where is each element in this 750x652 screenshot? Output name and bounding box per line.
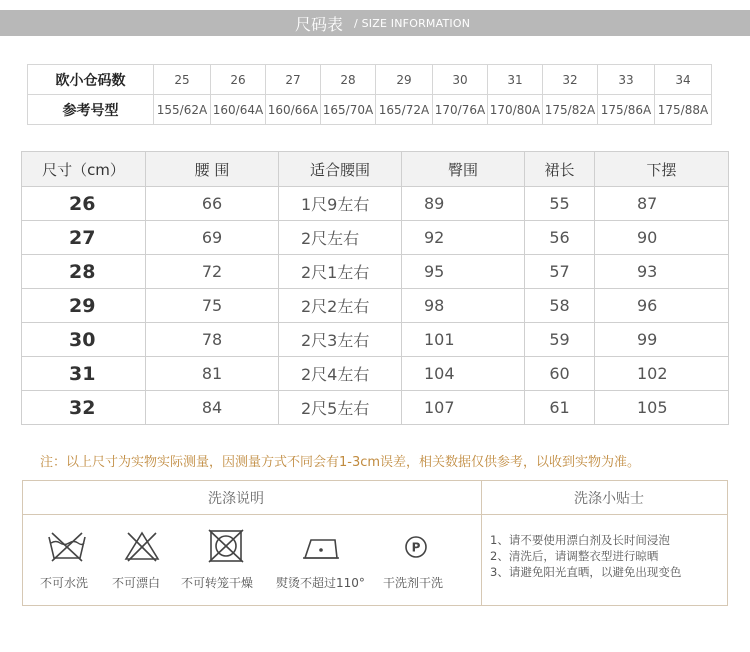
iron-label: 熨烫不超过110° xyxy=(276,576,365,590)
dry-clean-glyph: P xyxy=(411,540,421,555)
size-cell: 32 xyxy=(22,391,146,425)
length-cell: 61 xyxy=(525,391,595,425)
table-header-row xyxy=(22,152,729,187)
list-item: 2、清洗后，请调整衣型进行晾晒 xyxy=(490,549,659,563)
wash-instructions-title: 洗涤说明 xyxy=(208,491,264,507)
length-cell: 58 xyxy=(525,289,595,323)
euro-size-cell: 34 xyxy=(655,65,712,95)
table-row xyxy=(22,221,729,255)
reference-size-cell: 160/66A xyxy=(266,95,321,125)
euro-size-row xyxy=(28,65,712,95)
no-bleach-icon xyxy=(120,529,164,563)
waist-cell: 66 xyxy=(146,187,279,221)
reference-size-row xyxy=(28,95,712,125)
measurement-note: 注：以上尺寸为实物实际测量，因测量方式不同会有1-3cm误差，相关数据仅供参考，以收到实物为准。 xyxy=(40,455,641,470)
iron-icon xyxy=(299,529,343,563)
wash-instructions-box xyxy=(22,480,728,606)
table-row xyxy=(22,255,729,289)
no-tumble-dry-icon xyxy=(204,529,248,563)
header-hem: 下摆 xyxy=(595,152,729,187)
no-wash-icon xyxy=(45,529,89,563)
waist-cell: 69 xyxy=(146,221,279,255)
hem-cell: 105 xyxy=(595,391,729,425)
size-cell: 31 xyxy=(22,357,146,391)
size-measurement-table xyxy=(21,151,729,425)
hem-cell: 87 xyxy=(595,187,729,221)
euro-size-cell: 25 xyxy=(154,65,211,95)
header-waist: 腰 围 xyxy=(146,152,279,187)
size-cell: 29 xyxy=(22,289,146,323)
fit-waist-cell: 1尺9左右 xyxy=(279,187,402,221)
no-wash-label: 不可水洗 xyxy=(40,576,89,590)
fit-waist-cell: 2尺2左右 xyxy=(279,289,402,323)
length-cell: 55 xyxy=(525,187,595,221)
length-cell: 60 xyxy=(525,357,595,391)
page-subtitle: / SIZE INFORMATION xyxy=(354,17,471,30)
wash-tips-title: 洗涤小贴士 xyxy=(574,491,644,507)
fit-waist-cell: 2尺4左右 xyxy=(279,357,402,391)
euro-size-cell: 29 xyxy=(376,65,433,95)
euro-size-cell: 32 xyxy=(543,65,598,95)
list-item: 3、请避免阳光直晒，以避免出现变色 xyxy=(490,565,682,579)
waist-cell: 84 xyxy=(146,391,279,425)
waist-cell: 81 xyxy=(146,357,279,391)
hip-cell: 101 xyxy=(402,323,525,357)
reference-size-cell: 170/76A xyxy=(433,95,488,125)
size-cell: 26 xyxy=(22,187,146,221)
hip-cell: 92 xyxy=(402,221,525,255)
reference-size-cell: 155/62A xyxy=(154,95,211,125)
hip-cell: 95 xyxy=(402,255,525,289)
reference-size-cell: 175/82A xyxy=(543,95,598,125)
reference-size-cell: 165/72A xyxy=(376,95,433,125)
page-title: 尺码表 xyxy=(295,15,344,34)
dry-clean-p-icon xyxy=(394,529,438,563)
divider xyxy=(481,481,482,605)
table-row xyxy=(22,289,729,323)
size-cell: 30 xyxy=(22,323,146,357)
size-cell: 28 xyxy=(22,255,146,289)
no-bleach-label: 不可漂白 xyxy=(112,576,161,590)
reference-size-cell: 170/80A xyxy=(488,95,543,125)
waist-cell: 75 xyxy=(146,289,279,323)
hem-cell: 90 xyxy=(595,221,729,255)
hip-cell: 107 xyxy=(402,391,525,425)
euro-size-cell: 28 xyxy=(321,65,376,95)
dry-clean-label: 干洗剂干洗 xyxy=(383,576,444,590)
reference-size-cell: 165/70A xyxy=(321,95,376,125)
euro-size-cell: 33 xyxy=(598,65,655,95)
euro-size-cell: 31 xyxy=(488,65,543,95)
length-cell: 56 xyxy=(525,221,595,255)
length-cell: 57 xyxy=(525,255,595,289)
reference-size-cell: 175/88A xyxy=(655,95,712,125)
euro-size-table xyxy=(27,64,712,125)
hem-cell: 102 xyxy=(595,357,729,391)
table-row xyxy=(22,391,729,425)
header-hip: 臀围 xyxy=(402,152,525,187)
hem-cell: 99 xyxy=(595,323,729,357)
fit-waist-cell: 2尺5左右 xyxy=(279,391,402,425)
hem-cell: 96 xyxy=(595,289,729,323)
size-cell: 27 xyxy=(22,221,146,255)
length-cell: 59 xyxy=(525,323,595,357)
list-item: 1、请不要使用漂白剂及长时间浸泡 xyxy=(490,533,670,547)
hip-cell: 104 xyxy=(402,357,525,391)
euro-size-label: 欧小仓码数 xyxy=(28,65,154,95)
euro-size-cell: 30 xyxy=(433,65,488,95)
table-row xyxy=(22,323,729,357)
hem-cell: 93 xyxy=(595,255,729,289)
fit-waist-cell: 2尺1左右 xyxy=(279,255,402,289)
header-bar xyxy=(0,10,750,36)
header-skirt-length: 裙长 xyxy=(525,152,595,187)
table-row xyxy=(22,187,729,221)
table-row xyxy=(22,357,729,391)
hip-cell: 98 xyxy=(402,289,525,323)
euro-size-cell: 27 xyxy=(266,65,321,95)
hip-cell: 89 xyxy=(402,187,525,221)
reference-size-label: 参考号型 xyxy=(28,95,154,125)
header-size: 尺寸（cm） xyxy=(22,152,146,187)
reference-size-cell: 175/86A xyxy=(598,95,655,125)
reference-size-cell: 160/64A xyxy=(211,95,266,125)
wash-tips-list xyxy=(490,532,681,580)
header-fit-waist: 适合腰围 xyxy=(279,152,402,187)
euro-size-cell: 26 xyxy=(211,65,266,95)
divider xyxy=(23,514,727,515)
waist-cell: 78 xyxy=(146,323,279,357)
fit-waist-cell: 2尺3左右 xyxy=(279,323,402,357)
waist-cell: 72 xyxy=(146,255,279,289)
fit-waist-cell: 2尺左右 xyxy=(279,221,402,255)
no-tumble-dry-label: 不可转笼干燥 xyxy=(181,576,254,590)
